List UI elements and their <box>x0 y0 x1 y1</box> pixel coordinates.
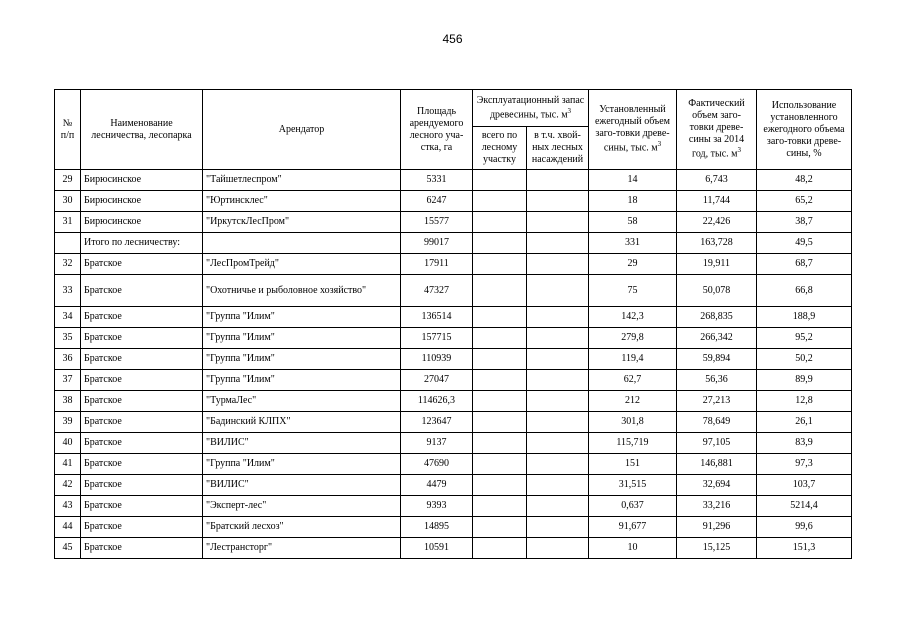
cell-usage: 5214,4 <box>757 496 852 517</box>
cell-area: 6247 <box>401 191 473 212</box>
cell-reserve-total <box>473 349 527 370</box>
cell-established: 58 <box>589 212 677 233</box>
cell-usage: 48,2 <box>757 170 852 191</box>
cell-reserve-conifer <box>527 538 589 559</box>
num: 29 <box>55 170 81 191</box>
cell-reserve-conifer <box>527 275 589 307</box>
cell-tenant: "Группа "Илим" <box>203 349 401 370</box>
header-tenant: Арендатор <box>203 90 401 170</box>
cell-actual: 97,105 <box>677 433 757 454</box>
table-row <box>55 496 852 517</box>
cell-reserve-total <box>473 254 527 275</box>
cell-established: 91,677 <box>589 517 677 538</box>
cell-tenant: "Эксперт-лес" <box>203 496 401 517</box>
cell-reserve-conifer <box>527 349 589 370</box>
cell-forestry: Итого по лесничеству: <box>81 233 203 254</box>
cell-reserve-total <box>473 412 527 433</box>
cell-tenant: "Братский лесхоз" <box>203 517 401 538</box>
table-header <box>55 90 852 170</box>
num: 39 <box>55 412 81 433</box>
cell-usage: 68,7 <box>757 254 852 275</box>
num: 33 <box>55 275 81 307</box>
cell-reserve-conifer <box>527 412 589 433</box>
cell-area: 157715 <box>401 328 473 349</box>
cell-area: 5331 <box>401 170 473 191</box>
header-established <box>589 90 677 170</box>
cell-forestry: Братское <box>81 454 203 475</box>
cell-area: 123647 <box>401 412 473 433</box>
header-reserve-total: всего по лесному участку <box>473 127 527 170</box>
cell-tenant: "Охотничье и рыболовное хозяйство" <box>203 275 401 307</box>
cell-forestry: Братское <box>81 496 203 517</box>
cell-tenant: "Бадинский КЛПХ" <box>203 412 401 433</box>
cell-usage: 99,6 <box>757 517 852 538</box>
cell-actual: 268,835 <box>677 307 757 328</box>
cell-reserve-total <box>473 233 527 254</box>
cell-forestry: Бирюсинское <box>81 191 203 212</box>
header-actual-text: Фактический объем заго-товки древе-сины за 2014 год, тыс. м <box>688 98 745 160</box>
forest-lease-table <box>54 89 852 559</box>
header-reserve-group <box>473 90 589 127</box>
cell-area: 99017 <box>401 233 473 254</box>
cell-area: 114626,3 <box>401 391 473 412</box>
cell-tenant: "Тайшетлеспром" <box>203 170 401 191</box>
cell-actual: 78,649 <box>677 412 757 433</box>
cell-usage: 66,8 <box>757 275 852 307</box>
cell-forestry: Братское <box>81 328 203 349</box>
cell-forestry: Братское <box>81 433 203 454</box>
cell-established: 279,8 <box>589 328 677 349</box>
header-reserve-group-text: Эксплуатационный запас древесины, тыс. м <box>476 94 585 121</box>
cell-reserve-total <box>473 517 527 538</box>
cell-usage: 65,2 <box>757 191 852 212</box>
cell-reserve-conifer <box>527 475 589 496</box>
cell-area: 27047 <box>401 370 473 391</box>
cell-usage: 49,5 <box>757 233 852 254</box>
table-row <box>55 475 852 496</box>
cell-tenant: "Юртинсклес" <box>203 191 401 212</box>
num: 43 <box>55 496 81 517</box>
cell-established: 31,515 <box>589 475 677 496</box>
cell-tenant: "Группа "Илим" <box>203 370 401 391</box>
header-established-text: Установленный ежегодный объем заго-товки древе-сины, тыс. м <box>594 104 670 154</box>
cell-actual: 6,743 <box>677 170 757 191</box>
cell-actual: 266,342 <box>677 328 757 349</box>
num: 31 <box>55 212 81 233</box>
cell-actual: 27,213 <box>677 391 757 412</box>
cell-established: 18 <box>589 191 677 212</box>
cell-reserve-conifer <box>527 454 589 475</box>
cell-tenant: "Группа "Илим" <box>203 454 401 475</box>
num: 32 <box>55 254 81 275</box>
cell-established: 119,4 <box>589 349 677 370</box>
cell-established: 75 <box>589 275 677 307</box>
cell-established: 10 <box>589 538 677 559</box>
cell-tenant: "ВИЛИС" <box>203 475 401 496</box>
cell-established: 29 <box>589 254 677 275</box>
cell-established: 62,7 <box>589 370 677 391</box>
cell-usage: 38,7 <box>757 212 852 233</box>
table-row <box>55 328 852 349</box>
cell-established: 115,719 <box>589 433 677 454</box>
cell-reserve-total <box>473 538 527 559</box>
header-actual <box>677 90 757 170</box>
cell-area: 14895 <box>401 517 473 538</box>
num: 42 <box>55 475 81 496</box>
header-forestry: Наименование лесничества, лесопарка <box>81 90 203 170</box>
cell-usage: 97,3 <box>757 454 852 475</box>
num: 34 <box>55 307 81 328</box>
num: 45 <box>55 538 81 559</box>
cell-tenant: "ТурмаЛес" <box>203 391 401 412</box>
cell-reserve-conifer <box>527 254 589 275</box>
cell-reserve-total <box>473 191 527 212</box>
cell-reserve-conifer <box>527 517 589 538</box>
cell-reserve-conifer <box>527 496 589 517</box>
cell-area: 47690 <box>401 454 473 475</box>
cell-tenant: "Лестрансторг" <box>203 538 401 559</box>
table-row <box>55 454 852 475</box>
cell-forestry: Братское <box>81 391 203 412</box>
cell-reserve-conifer <box>527 391 589 412</box>
cell-actual: 56,36 <box>677 370 757 391</box>
header-actual-sup: 3 <box>737 146 741 155</box>
cell-actual: 146,881 <box>677 454 757 475</box>
num: 41 <box>55 454 81 475</box>
cell-established: 0,637 <box>589 496 677 517</box>
cell-area: 17911 <box>401 254 473 275</box>
cell-usage: 188,9 <box>757 307 852 328</box>
cell-forestry: Бирюсинское <box>81 170 203 191</box>
cell-area: 110939 <box>401 349 473 370</box>
cell-reserve-conifer <box>527 370 589 391</box>
cell-usage: 12,8 <box>757 391 852 412</box>
cell-area: 47327 <box>401 275 473 307</box>
num <box>55 233 81 254</box>
cell-actual: 11,744 <box>677 191 757 212</box>
cell-reserve-conifer <box>527 233 589 254</box>
cell-reserve-conifer <box>527 212 589 233</box>
cell-area: 9393 <box>401 496 473 517</box>
header-num: № п/п <box>55 90 81 170</box>
cell-area: 10591 <box>401 538 473 559</box>
cell-reserve-conifer <box>527 433 589 454</box>
cell-tenant: "ВИЛИС" <box>203 433 401 454</box>
cell-forestry: Братское <box>81 412 203 433</box>
num: 38 <box>55 391 81 412</box>
cell-established: 212 <box>589 391 677 412</box>
cell-tenant: "Группа "Илим" <box>203 307 401 328</box>
cell-reserve-total <box>473 170 527 191</box>
table-row <box>55 275 852 307</box>
header-reserve-group-sup: 3 <box>567 106 572 115</box>
header-reserve-conifer: в т.ч. хвой-ных лесных насаждений <box>527 127 589 170</box>
cell-reserve-conifer <box>527 307 589 328</box>
cell-area: 15577 <box>401 212 473 233</box>
table-row <box>55 307 852 328</box>
cell-actual: 50,078 <box>677 275 757 307</box>
cell-actual: 19,911 <box>677 254 757 275</box>
cell-reserve-total <box>473 433 527 454</box>
cell-usage: 95,2 <box>757 328 852 349</box>
cell-forestry: Братское <box>81 275 203 307</box>
cell-actual: 33,216 <box>677 496 757 517</box>
num: 30 <box>55 191 81 212</box>
header-area: Площадь арендуемого лесного уча-стка, га <box>401 90 473 170</box>
cell-usage: 89,9 <box>757 370 852 391</box>
table-row-total <box>55 233 852 254</box>
cell-reserve-total <box>473 328 527 349</box>
cell-reserve-total <box>473 307 527 328</box>
cell-reserve-total <box>473 370 527 391</box>
cell-forestry: Братское <box>81 538 203 559</box>
num: 36 <box>55 349 81 370</box>
cell-actual: 22,426 <box>677 212 757 233</box>
page-number: 456 <box>442 32 463 46</box>
table-row <box>55 212 852 233</box>
cell-established: 301,8 <box>589 412 677 433</box>
table-row <box>55 191 852 212</box>
cell-usage: 26,1 <box>757 412 852 433</box>
cell-actual: 15,125 <box>677 538 757 559</box>
table-row <box>55 538 852 559</box>
cell-reserve-total <box>473 496 527 517</box>
table-row <box>55 370 852 391</box>
table-row <box>55 391 852 412</box>
table-row <box>55 349 852 370</box>
cell-reserve-total <box>473 454 527 475</box>
table-row <box>55 517 852 538</box>
header-usage: Использование установленного ежегодного объема заго-товки древе-сины, % <box>757 90 852 170</box>
cell-usage: 83,9 <box>757 433 852 454</box>
num: 44 <box>55 517 81 538</box>
cell-usage: 151,3 <box>757 538 852 559</box>
cell-reserve-conifer <box>527 170 589 191</box>
cell-reserve-total <box>473 391 527 412</box>
cell-established: 151 <box>589 454 677 475</box>
cell-established: 14 <box>589 170 677 191</box>
cell-actual: 32,694 <box>677 475 757 496</box>
num: 35 <box>55 328 81 349</box>
cell-tenant: "ЛесПромТрейд" <box>203 254 401 275</box>
table-row <box>55 433 852 454</box>
cell-usage: 50,2 <box>757 349 852 370</box>
cell-tenant: "ИркутскЛесПром" <box>203 212 401 233</box>
cell-area: 136514 <box>401 307 473 328</box>
cell-actual: 59,894 <box>677 349 757 370</box>
cell-forestry: Братское <box>81 370 203 391</box>
table-row <box>55 254 852 275</box>
cell-forestry: Братское <box>81 475 203 496</box>
cell-forestry: Братское <box>81 517 203 538</box>
cell-reserve-total <box>473 275 527 307</box>
cell-area: 9137 <box>401 433 473 454</box>
cell-reserve-conifer <box>527 191 589 212</box>
cell-reserve-total <box>473 212 527 233</box>
cell-reserve-total <box>473 475 527 496</box>
cell-established: 331 <box>589 233 677 254</box>
cell-established: 142,3 <box>589 307 677 328</box>
cell-forestry: Братское <box>81 349 203 370</box>
cell-reserve-conifer <box>527 328 589 349</box>
cell-forestry: Братское <box>81 254 203 275</box>
cell-forestry: Бирюсинское <box>81 212 203 233</box>
table-row <box>55 412 852 433</box>
cell-actual: 163,728 <box>677 233 757 254</box>
cell-area: 4479 <box>401 475 473 496</box>
cell-tenant: "Группа "Илим" <box>203 328 401 349</box>
num: 40 <box>55 433 81 454</box>
cell-tenant <box>203 233 401 254</box>
table-body <box>55 170 852 559</box>
header-established-sup: 3 <box>657 140 662 149</box>
num: 37 <box>55 370 81 391</box>
table-row <box>55 170 852 191</box>
cell-actual: 91,296 <box>677 517 757 538</box>
cell-forestry: Братское <box>81 307 203 328</box>
cell-usage: 103,7 <box>757 475 852 496</box>
